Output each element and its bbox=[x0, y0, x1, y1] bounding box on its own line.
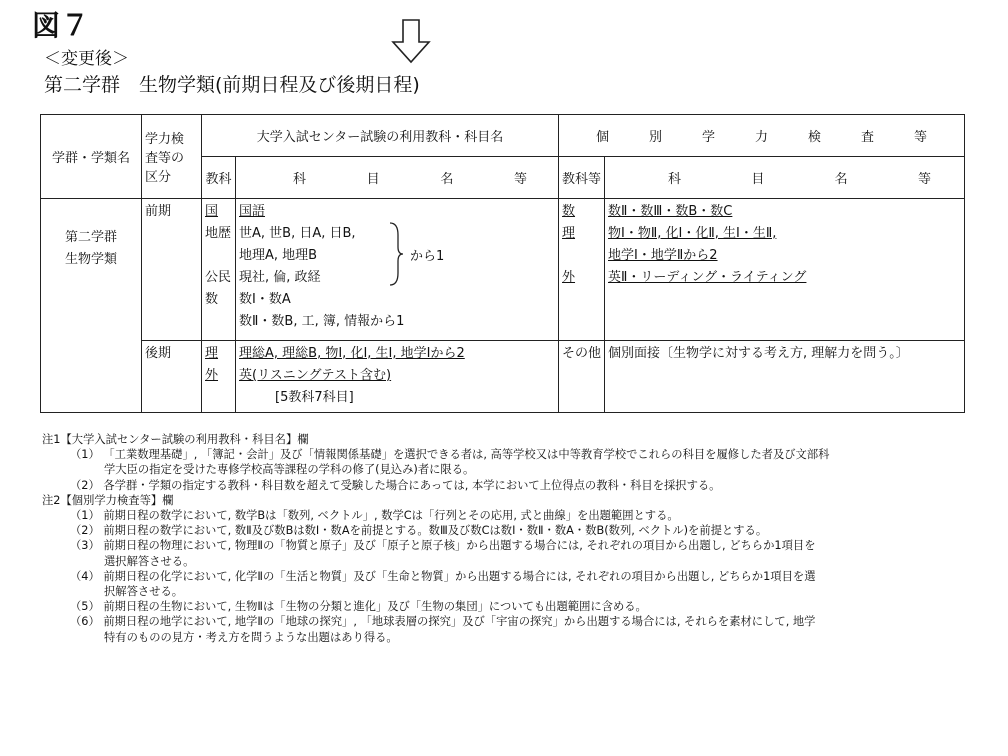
notes bbox=[42, 432, 972, 645]
zenki-ind-kyoka: 数 理 外 bbox=[559, 199, 605, 341]
note-line: （5） 前期日程の生物において, 生物Ⅱは「生物の分類と進化」及び「生物の集団」についても出題範囲に含める。 bbox=[70, 600, 647, 614]
change-label: ＜変更後＞ bbox=[44, 49, 129, 69]
note-line: （3） 前期日程の物理において, 物理Ⅱの「物質と原子」及び「原子と原子核」から出題する場合には, それぞれの項目から出題し, どちらか1項目を bbox=[70, 539, 816, 553]
note-line: 注2【個別学力検査等】欄 bbox=[42, 493, 174, 507]
header-kyoka: 教科 bbox=[202, 157, 236, 199]
note-line: 注1【大学入試センター試験の利用教科・科目名】欄 bbox=[42, 433, 309, 446]
note-line: 特有のものの見方・考え方を問うような出題はあり得る。 bbox=[104, 630, 398, 644]
note-line: 択解答させる。 bbox=[104, 585, 184, 599]
kouki-kyoka: 理 外 bbox=[202, 341, 236, 413]
figure-label: 図７ bbox=[32, 9, 91, 42]
zenki-subjects: 国語 世A, 世B, 日A, 日B, 地理A, 地理B 現社, 倫, 政経 数Ⅰ・数A 数Ⅱ・数B, 工, 簿, 情報から1 から1 bbox=[236, 199, 559, 341]
note-line: 学大臣の指定を受けた専修学校高等課程の学科の修了(見込み)者に限る。 bbox=[104, 463, 475, 477]
header-individual: 個 別 学 力 検 査 等 bbox=[559, 115, 965, 157]
zenki-ind-subjects: 数Ⅱ・数Ⅲ・数B・数C 物Ⅰ・物Ⅱ, 化Ⅰ・化Ⅱ, 生Ⅰ・生Ⅱ, 地学Ⅰ・地学Ⅱから2 英Ⅱ・リーディング・ライティング bbox=[605, 199, 965, 341]
zenki-label: 前期 bbox=[142, 199, 202, 341]
page-subtitle: 第二学群 生物学類(前期日程及び後期日程) bbox=[44, 74, 420, 96]
kouki-ind-kyoka: その他 bbox=[559, 341, 605, 413]
kouki-subjects: 理総A, 理総B, 物Ⅰ, 化Ⅰ, 生Ⅰ, 地学Ⅰから2 英(リスニングテスト含む) [5教科7科目] bbox=[236, 341, 559, 413]
header-kamoku-individual: 科 目 名 等 bbox=[605, 157, 965, 199]
kouki-ind-subject: 個別面接〔生物学に対する考え方, 理解力を問う。〕 bbox=[605, 341, 965, 413]
admission-table bbox=[40, 114, 964, 412]
down-arrow-icon bbox=[390, 18, 432, 64]
note-line: （2） 各学群・学類の指定する教科・科目数を超えて受験した場合にあっては, 本学において上位得点の教科・科目を採択する。 bbox=[70, 478, 721, 492]
group-name-cell: 第二学群 生物学類 bbox=[41, 199, 142, 413]
note-line: （4） 前期日程の化学において, 化学Ⅱの「生活と物質」及び「生命と物質」から出題する場合には, それぞれの項目から出題し, どちらか1項目を選 bbox=[70, 569, 816, 583]
header-center-test: 大学入試センター試験の利用教科・科目名 bbox=[202, 115, 559, 157]
note-line: 選択解答させる。 bbox=[104, 554, 195, 568]
header-kyoka-etc: 教科等 bbox=[559, 157, 605, 199]
note-line: （1） 「工業数理基礎」, 「簿記・会計」及び「情報関係基礎」を選択できる者は, 高等学校又は中等教育学校でこれらの科目を履修した者及び文部科 bbox=[70, 448, 830, 462]
header-group-name: 学群・学類名 bbox=[41, 115, 142, 199]
header-category: 学力検 査等の 区分 bbox=[142, 115, 202, 199]
kouki-label: 後期 bbox=[142, 341, 202, 413]
note-line: （1） 前期日程の数学において, 数学Bは「数列, ベクトル」, 数学Cは「行列とその応用, 式と曲線」を出題範囲とする。 bbox=[70, 509, 679, 523]
kara1-note: から1 bbox=[410, 249, 445, 264]
header-kamoku: 科 目 名 等 bbox=[236, 157, 559, 199]
zenki-kyoka: 国 地歴 公民 数 bbox=[202, 199, 236, 341]
note-line: （6） 前期日程の地学において, 地学Ⅱの「地球の探究」, 「地球表層の探究」及び「宇宙の探究」から出題する場合には, それらを素材にして, 地学 bbox=[70, 615, 816, 629]
brace-icon bbox=[388, 221, 404, 287]
note-line: （2） 前期日程の数学において, 数Ⅱ及び数Bは数Ⅰ・数Aを前提とする。数Ⅲ及び数Cは数Ⅰ・数Ⅱ・数A・数B(数列, ベクトル)を前提とする。 bbox=[70, 524, 768, 538]
